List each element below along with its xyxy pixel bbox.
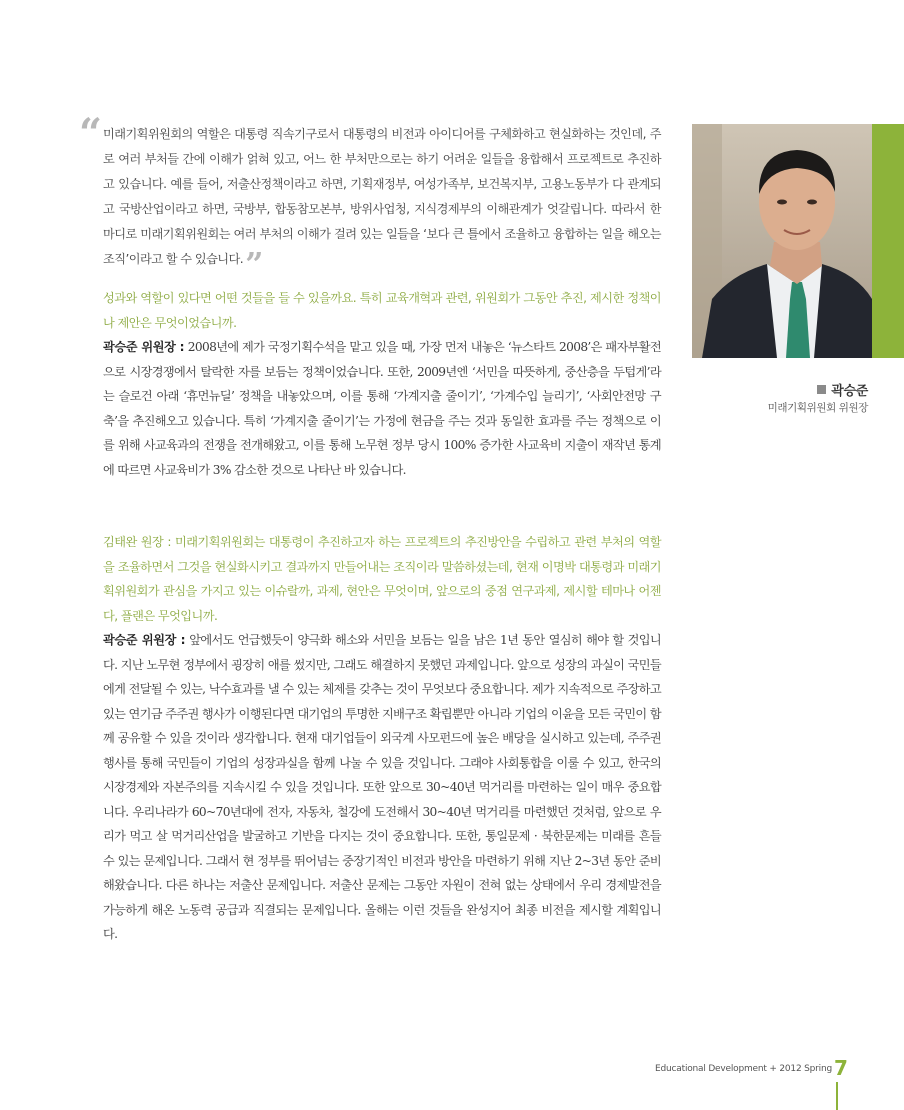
answer-2 [103,628,661,947]
accent-bar [872,124,904,358]
answer-1-speaker: 곽승준 위원장 : [103,340,185,354]
question-2: 김태완 원장 : 미래기획위원회는 대통령이 추진하고자 하는 프로젝트의 추진방안을 수립하고 관련 부처의 역할을 조율하면서 그것을 현실화시키고 결과까지 만들어내는 조직이라 말씀하셨는데, 현재 이명박 대통령과 미래기획위원회가 관심을 가지고 있는 이슈랄까, 과제, 현안은 무엇이며, 앞으로의 중점 연구과제, 제시할 테마나 어젠다, 플랜은 무엇입니까. [103,535,661,623]
pull-quote-text: 미래기획위원회의 역할은 대통령 직속기구로서 대통령의 비전과 아이디어를 구체화하고 현실화하는 것인데, 주로 여러 부처들 간에 이해가 얽혀 있고, 어느 한 부처만으로는 하기 어려운 일들을 융합해서 프로젝트로 추진하고 있습니다. 예를 들어, 저출산정책이라고 하면, 기획재정부, 여성가족부, 보건복지부, 고용노동부가 다 관계되고 국방산업이라고 하면, 국방부, 합동참모본부, 방위사업청, 지식경제부의 이해관계가 엇갈립니다. 따라서 한 마디로 미래기획위원회는 여러 부처의 이해가 걸려 있는 일들을 ‘보다 큰 틀에서 조율하고 융합하는 일을 해오는 조직’이라고 할 수 있습니다. [103,127,661,266]
photo-caption-name [700,380,868,399]
publication-footer: Educational Development + 2012 Spring [655,1064,832,1074]
page-number: 7 [834,1056,848,1080]
photo-caption-role: 미래기획위원회 위원장 [767,402,868,414]
answer-1-text: 2008년에 제가 국정기획수석을 맡고 있을 때, 가장 먼저 내놓은 ‘뉴스타트 2008’은 패자부활전으로 시장경쟁에서 탈락한 자를 보듬는 정책이었습니다. 또한, 2009년엔 ‘서민을 따뜻하게, 중산층을 두텁게’라는 슬로건 아래 ‘휴먼뉴딜’ 정책을 내놓았으며, 이를 통해 ‘가계지출 줄이기’, ‘가계수입 늘리기’, ‘사회안전망 구축’을 추진해오고 있습니다. 특히 ‘가계지출 줄이기’는 가정에 현금을 주는 것과 동일한 효과를 주는 정책으로 이를 위해 사교육과의 전쟁을 전개해왔고, 이를 통해 노무현 정부 당시 100% 증가한 사교육비 지출이 재작년 통계에 따르면 사교육비가 3% 감소한 것으로 나타난 바 있습니다. [103,340,661,477]
interview-section-1 [103,286,661,482]
caption-name-text: 곽승준 [831,384,868,399]
close-quote-icon: ” [245,245,263,283]
interview-section-2 [103,530,661,947]
open-quote-icon: “ [79,110,103,157]
answer-2-text: 앞에서도 언급했듯이 양극화 해소와 서민을 보듬는 일을 남은 1년 동안 열심히 해야 할 것입니다. 지난 노무현 정부에서 굉장히 애를 썼지만, 그래도 해결하지 못했던 과제입니다. 앞으로 성장의 과실이 국민들에게 전달될 수 있는, 낙수효과를 낼 수 있는 체제를 갖추는 것이 무엇보다 중요합니다. 제가 지속적으로 주장하고 있는 연기금 주주권 행사가 이행된다면 대기업의 투명한 지배구조 확립뿐만 아니라 기업의 이윤을 모든 국민이 함께 공유할 수 있을 것이라 생각합니다. 현재 대기업들이 외국계 사모펀드에 높은 배당을 실시하고 있는데, 주주권 행사를 통해 국민들이 기업의 성장과실을 함께 나눌 수 있을 것입니다. 그래야 사회통합을 이룰 수 있고, 한국의 시장경제와 자본주의를 지속시킬 수 있을 것입니다. 또한 앞으로 30~40년 먹거리를 마련하는 일이 매우 중요합니다. 우리나라가 60~70년대에 전자, 자동차, 철강에 도전해서 30~40년 먹거리를 마련했던 것처럼, 앞으로 우리가 먹고 살 먹거리산업을 발굴하고 기반을 다지는 것이 중요합니다. 또한, 통일문제 · 북한문제는 미래를 흔들 수 있는 문제입니다. 그래서 현 정부를 뛰어넘는 중장기적인 비전과 방안을 마련하기 위해 지난 2~3년 동안 준비해왔습니다. 다른 하나는 저출산 문제입니다. 저출산 문제는 그동안 자원이 전혀 없는 상태에서 우리 경제발전을 가능하게 해온 노동력 공급과 직결되는 문제입니다. 올해는 이런 것들을 완성지어 최종 비전을 제시할 계획입니다. [103,633,661,941]
answer-1 [103,335,661,482]
answer-2-speaker: 곽승준 위원장 : [103,633,186,647]
pull-quote [103,122,661,283]
page-number-rule [836,1082,838,1110]
caption-square-icon [817,385,826,394]
question-1: 성과와 역할이 있다면 어떤 것들을 들 수 있을까요. 특히 교육개혁과 관련, 위원회가 그동안 추진, 제시한 정책이나 제안은 무엇이었습니까. [103,291,661,330]
